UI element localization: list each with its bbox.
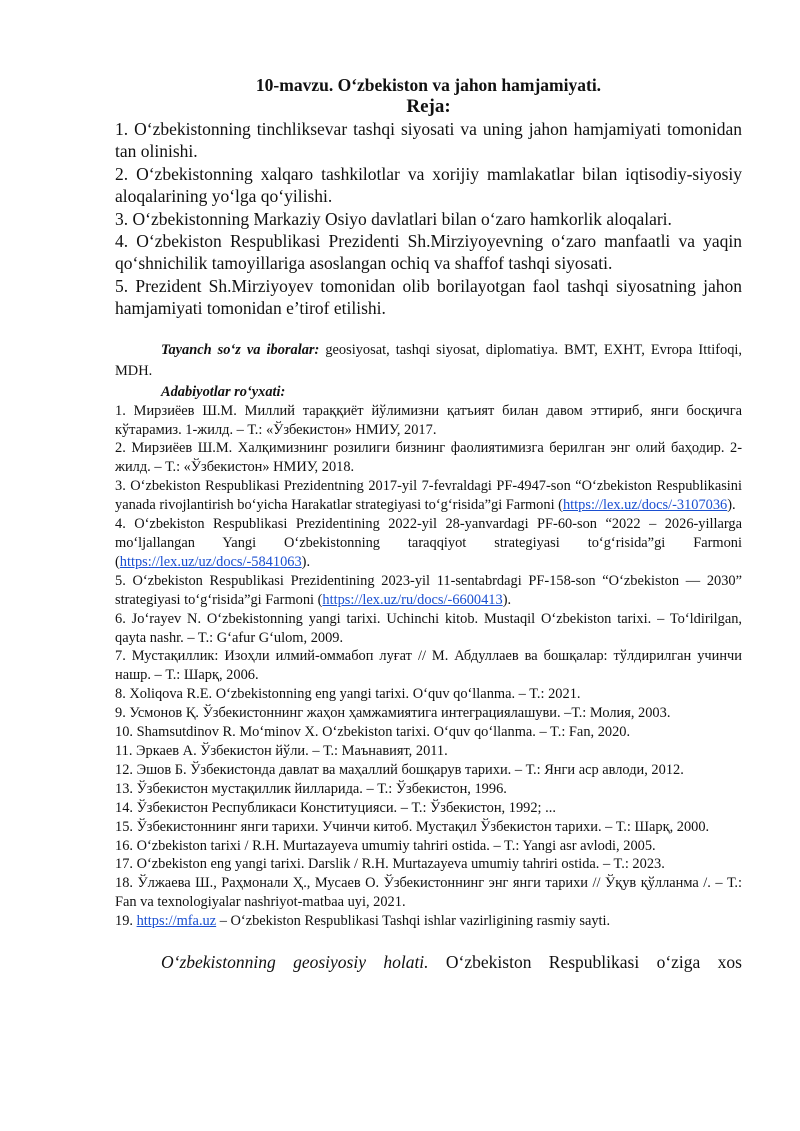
reference-item: 15. Ўзбекистоннинг янги тарихи. Учинчи китоб. Мустақил Ўзбекистон тарихи. – Т.: Шарқ, 2000. bbox=[115, 818, 710, 835]
reference-link[interactable]: https://lex.uz/docs/-3107036 bbox=[562, 497, 728, 514]
reference-item: 11. Эркаев А. Ўзбекистон йўли. – Т.: Маънавият, 2011. bbox=[115, 742, 448, 759]
keywords-paragraph bbox=[115, 340, 742, 382]
plan-item: 4. O‘zbekiston Respublikasi Prezidenti Sh.Mirziyoyevning o‘zaro manfaatli va yaqin qo‘shnichilik tamoyillariga asoslangan ochiq va shaffof tashqi siyosati. bbox=[115, 231, 742, 274]
reference-link[interactable]: https://lex.uz/uz/docs/-5841063 bbox=[119, 553, 302, 570]
keywords-label: Tayanch so‘z va iboralar: bbox=[161, 341, 320, 358]
plan-heading: Reja: bbox=[406, 96, 451, 117]
reference-item: 14. Ўзбекистон Республикаси Конституцияси. – Т.: Ўзбекистон, 1992; ... bbox=[115, 799, 556, 816]
reference-item: 18. Ўлжаева Ш., Раҳмонали Ҳ., Мусаев О. Ўзбекистоннинг энг янги тарихи // Ўқув қўлланма /. – Т.: Fan va texnologiyalar nashriyot-matbaa uyi, 2021. bbox=[115, 875, 742, 911]
closing-italic: O‘zbekistonning geosiyosiy holati. bbox=[161, 952, 429, 973]
reference-item: 8. Xoliqova R.E. O‘zbekistonning eng yangi tarixi. O‘quv qo‘llanma. – T.: 2021. bbox=[115, 686, 581, 703]
page-title: 10-mavzu. O‘zbekiston va jahon hamjamiyati. bbox=[255, 75, 602, 95]
reference-item: 13. Ўзбекистон мустақиллик йилларида. – Т.: Ўзбекистон, 1996. bbox=[115, 780, 507, 797]
reference-item: 19. https://mfa.uz – O‘zbekiston Respublikasi Tashqi ishlar vazirligining rasmiy sayti. bbox=[115, 913, 611, 930]
reference-item: 6. Jo‘rayev N. O‘zbekistonning yangi tarixi. Uchinchi kitob. Mustaqil O‘zbekiston tarixi. – To‘ldirilgan, qayta nashr. – T.: G‘afur G‘ulom, 2009. bbox=[115, 610, 742, 646]
closing-paragraph bbox=[115, 951, 742, 973]
references-list bbox=[115, 402, 742, 931]
reference-item: 4. O‘zbekiston Respublikasi Prezidentining 2022-yil 28-yanvardagi PF-60-son “2022 – 2026-yillarga mo‘ljallangan Yangi O‘zbekistonning taraqqiyot strategiyasi to‘g‘risida”gi Farmoni (https://lex.uz/uz/docs/-5841063). bbox=[115, 516, 742, 570]
references-heading: Adabiyotlar ro‘yxati: bbox=[161, 383, 286, 400]
plan-item: 5. Prezident Sh.Mirziyoyev tomonidan olib borilayotgan faol tashqi siyosatning jahon hamjamiyati tomonidan e’tirof etilishi. bbox=[115, 275, 742, 319]
plan-list bbox=[115, 118, 742, 320]
reference-item: 10. Shamsutdinov R. Mo‘minov X. O‘zbekiston tarixi. O‘quv qo‘llanma. – T.: Fan, 2020. bbox=[115, 724, 631, 741]
reference-item: 7. Мустақиллик: Изоҳли илмий-оммабоп луғат // М. Абдуллаев ва бошқалар: тўлдирилган учинчи нашр. – Т.: Шарқ, 2006. bbox=[115, 648, 742, 684]
reference-item: 1. Мирзиёев Ш.М. Миллий тараққиёт йўлимизни қатъият билан давом эттириб, янги босқичга кўтарамиз. 1-жилд. – Т.: «Ўзбекистон» НМИУ, 2017. bbox=[115, 402, 742, 438]
reference-link[interactable]: https://mfa.uz bbox=[136, 913, 217, 930]
reference-item: 9. Усмонов Қ. Ўзбекистоннинг жаҳон ҳамжамиятига интеграциялашуви. –Т.: Молия, 2003. bbox=[115, 705, 671, 722]
plan-item: 2. O‘zbekistonning xalqaro tashkilotlar va xorijiy mamlakatlar bilan iqtisodiy-siyosiy aloqalarining yo‘lga qo‘yilishi. bbox=[115, 163, 742, 207]
reference-item: 12. Эшов Б. Ўзбекистонда давлат ва маҳаллий бошқарув тарихи. – Т.: Янги аср авлоди, 2012. bbox=[115, 761, 684, 778]
reference-item: 16. O‘zbekiston tarixi / R.H. Murtazayeva umumiy tahriri ostida. – T.: Yangi asr avlodi, 2005. bbox=[115, 837, 656, 854]
reference-item: 3. O‘zbekiston Respublikasi Prezidentning 2017-yil 7-fevraldagi PF-4947-son “O‘zbekiston Respublikasini yanada rivojlantirish bo‘yicha Harakatlar strategiyasi to‘g‘risida”gi Farmoni (https://lex.uz/docs/-3107036). bbox=[115, 478, 742, 514]
keywords-text: geosiyosat, tashqi siyosat, diplomatiya. BMT, EXHT, Evropa Ittifoqi, MDH. bbox=[115, 341, 742, 379]
reference-item: 5. O‘zbekiston Respublikasi Prezidentining 2023-yil 11-sentabrdagi PF-158-son “O‘zbekiston — 2030” strategiyasi to‘g‘risida”gi Farmoni (https://lex.uz/ru/docs/-6600413). bbox=[115, 572, 742, 608]
closing-text: O‘zbekiston Respublikasi o‘ziga xos bbox=[428, 952, 742, 973]
plan-item: 3. O‘zbekistonning Markaziy Osiyo davlatlari bilan o‘zaro hamkorlik aloqalari. bbox=[115, 208, 672, 229]
reference-item: 17. O‘zbekiston eng yangi tarixi. Darslik / R.H. Murtazayeva umumiy tahriri ostida. – T.: 2023. bbox=[115, 856, 665, 873]
reference-item: 2. Мирзиёев Ш.М. Халқимизнинг розилиги бизнинг фаолиятимизга берилган энг олий баҳодир. 2-жилд. – Т.: «Ўзбекистон» НМИУ, 2018. bbox=[115, 440, 742, 476]
reference-link[interactable]: https://lex.uz/ru/docs/-6600413 bbox=[322, 591, 503, 608]
plan-item: 1. O‘zbekistonning tinchliksevar tashqi siyosati va uning jahon hamjamiyati tomonidan tan olinishi. bbox=[115, 119, 742, 162]
